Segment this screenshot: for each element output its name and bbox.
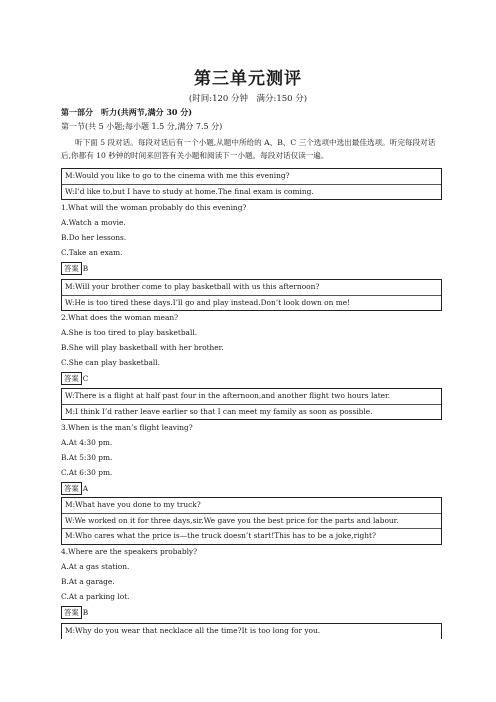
answer-2 [61, 372, 88, 385]
dialogue-line: W:There is a flight at half past four in the afternoon,and another flight two hours later. [65, 391, 391, 400]
option-a: A.At a gas station. [61, 562, 130, 571]
answer-4 [61, 606, 88, 619]
option-a: A.At 4:30 pm. [61, 438, 113, 447]
question-1: 1.What will the woman probably do this evening? [61, 203, 247, 212]
dialogue-line: M:Will your brother come to play basketball with us this afternoon? [65, 282, 320, 291]
answer-value: B [82, 608, 89, 617]
option-a: A.Watch a movie. [61, 218, 126, 227]
question-4: 4.Where are the speakers probably? [61, 547, 198, 556]
option-c: C.She can play basketball. [61, 358, 160, 367]
dialogue-line: W:We worked on it for three days,sir.We gave you the best price for the parts and labour. [62, 513, 441, 529]
option-c: C.At 6:30 pm. [61, 468, 113, 477]
answer-tag: 答案 [61, 482, 82, 495]
question-3: 3.When is the man’s flight leaving? [61, 423, 193, 432]
dialogue-line: W:He is too tired these days.I’ll go and play instead.Don’t look down on me! [62, 295, 441, 311]
dialogue-box-1 [61, 168, 442, 200]
option-c: C.Take an exam. [61, 248, 123, 257]
answer-3 [61, 482, 88, 495]
dialogue-line: M:Why do you wear that necklace all the time?It is too long for you. [65, 626, 321, 635]
dialogue-line: M:I think I’d rather leave earlier so that I can meet my family as soon as possible. [62, 404, 441, 420]
part-heading: 第一部分 听力(共两节,满分 30 分) [61, 107, 193, 117]
dialogue-line: M:Would you like to go to the cinema with me this evening? [65, 171, 290, 180]
answer-tag: 答案 [61, 262, 82, 275]
option-c: C.At a parking lot. [61, 592, 130, 601]
option-b: B.At a garage. [61, 577, 115, 586]
option-b: B.Do her lessons. [61, 233, 127, 242]
answer-tag: 答案 [61, 372, 82, 385]
question-2: 2.What does the woman mean? [61, 313, 179, 322]
option-b: B.At 5:30 pm. [61, 453, 113, 462]
page-title: 第三单元测评 [194, 69, 302, 89]
section-heading: 第一节(共 5 小题;每小题 1.5 分,满分 7.5 分) [61, 122, 223, 131]
dialogue-line: M:What have you done to my truck? [65, 500, 201, 509]
answer-1 [61, 262, 88, 275]
dialogue-box-2 [61, 279, 442, 311]
answer-value: B [82, 264, 89, 273]
dialogue-box-3 [61, 388, 442, 420]
instructions: 听下面 5 段对话。每段对话后有一个小题,从题中所给的 A、B、C 三个选项中选出最佳选项。听完每段对话后,你都有 10 秒钟的时间来回答有关小题和阅读下一小题。每段对话仅读一遍。 [61, 138, 436, 160]
option-b: B.She will play basketball with her brother. [61, 343, 224, 352]
answer-tag: 答案 [61, 606, 82, 619]
dialogue-line: W:I’d like to,but I have to study at home.The final exam is coming. [62, 184, 441, 200]
page-subtitle: (时间:120 分钟 满分:150 分) [188, 94, 308, 104]
option-a: A.She is too tired to play basketball. [61, 328, 198, 337]
answer-value: C [82, 374, 89, 383]
dialogue-box-4 [61, 497, 442, 545]
dialogue-line: M:Who cares what the price is—the truck doesn’t start!This has to be a joke,right? [62, 528, 441, 544]
dialogue-box-5 [61, 623, 442, 639]
answer-value: A [82, 484, 89, 493]
